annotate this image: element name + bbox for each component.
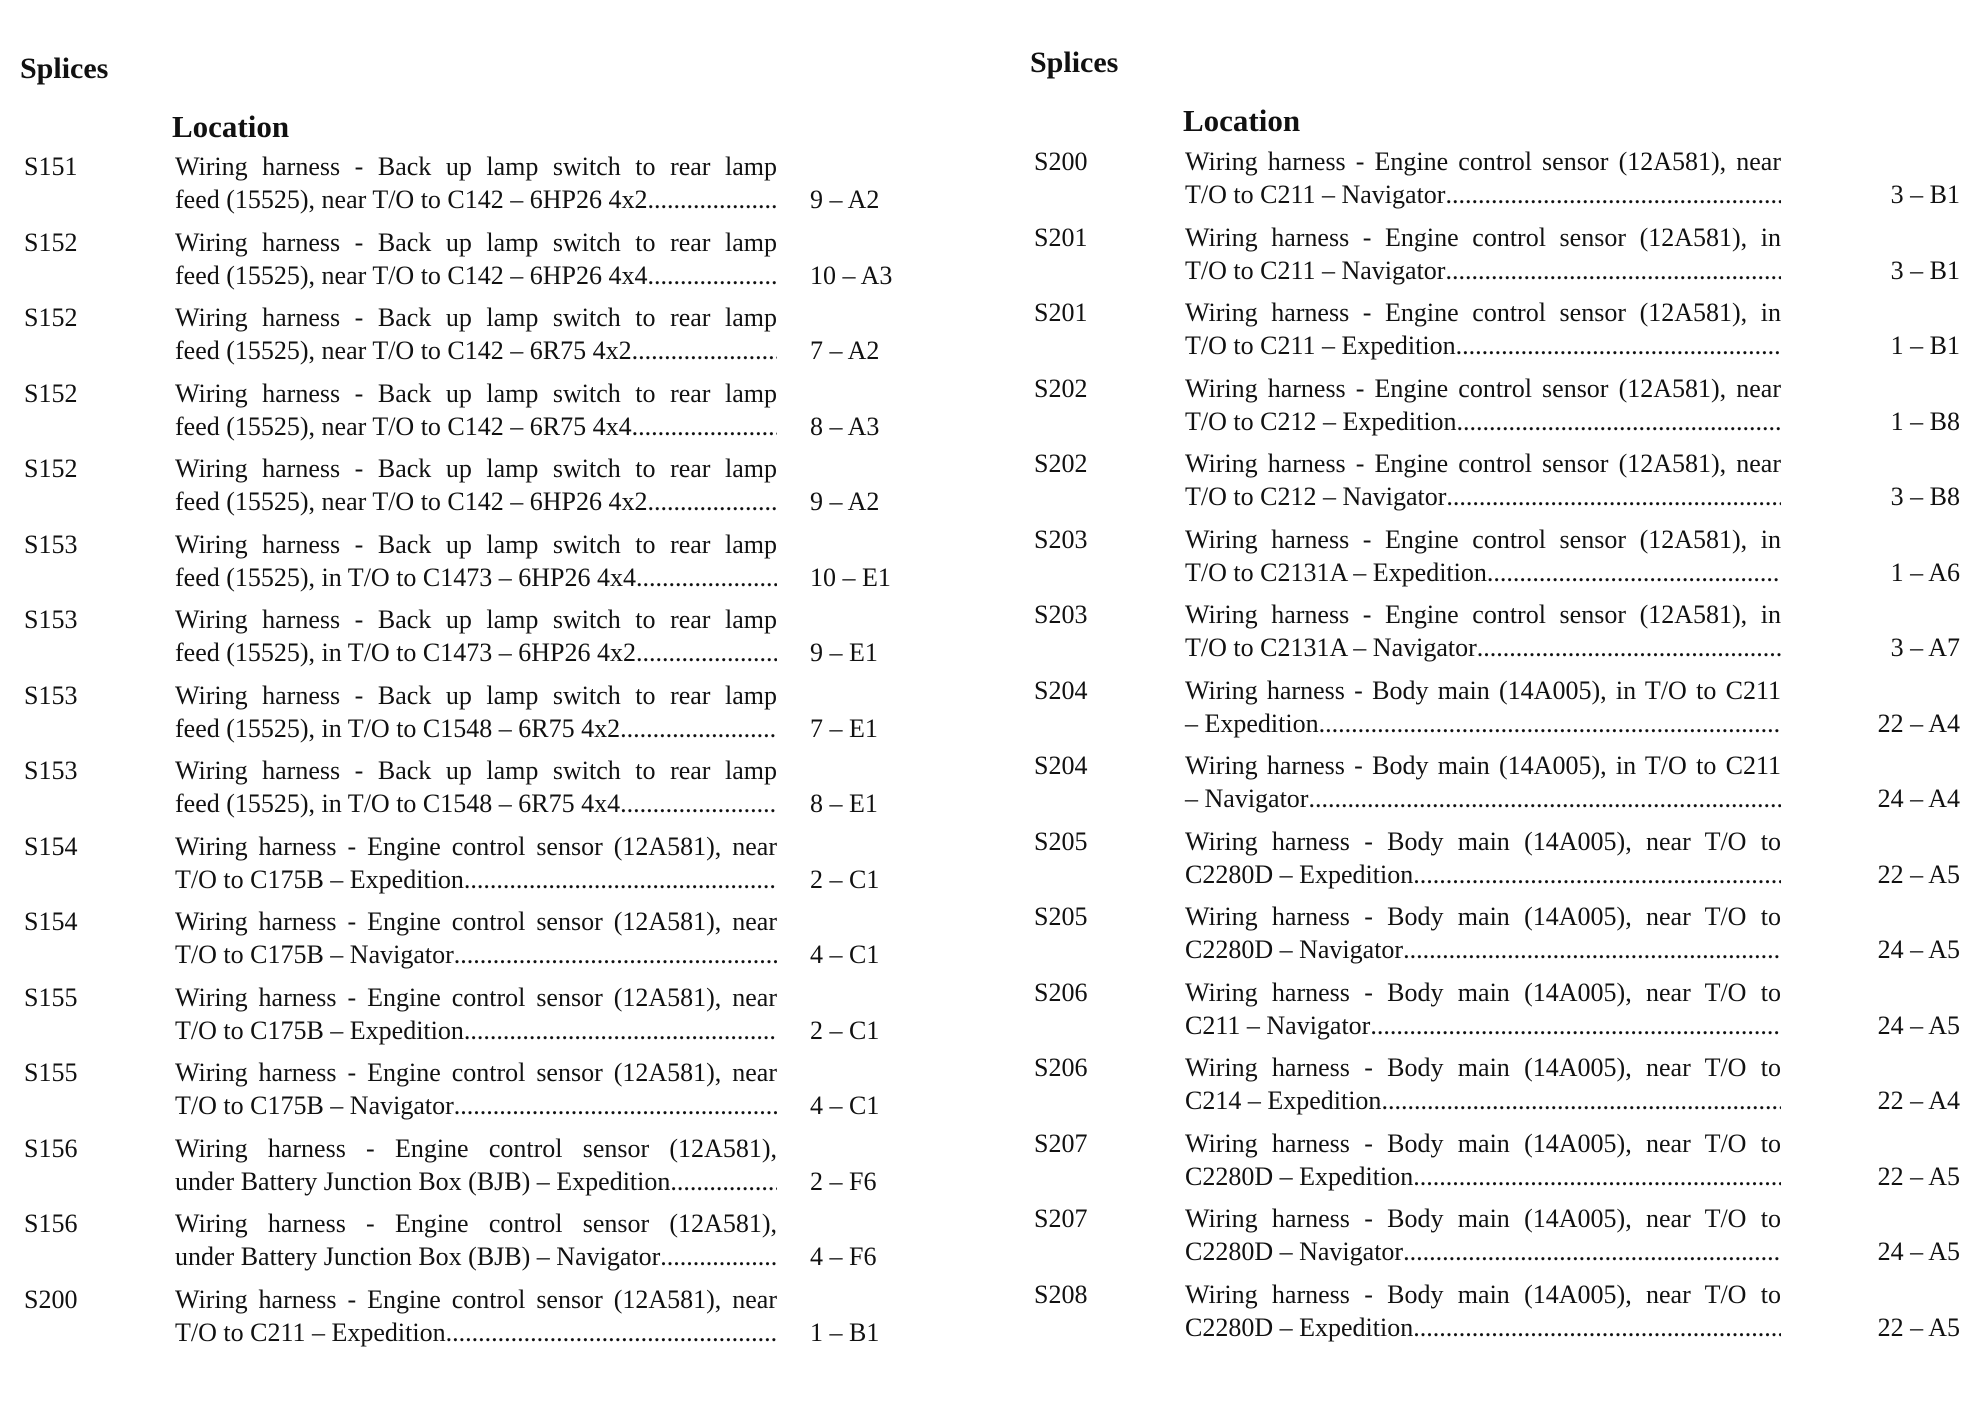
splice-code: S206 [1034,1053,1088,1082]
splice-location [1185,523,1781,589]
splice-location [175,754,777,820]
splice-location [1185,674,1781,740]
location-line-1: Wiring harness - Engine control sensor (12A581), near [175,1284,777,1314]
grid-reference: 4 – F6 [810,1242,877,1271]
location-line-1: Wiring harness - Body main (14A005), near T/O to [1185,977,1781,1007]
dot-leader [1403,933,1781,966]
dot-leader [620,712,777,745]
grid-reference: 24 – A5 [1877,935,1960,964]
splice-location [1185,221,1781,287]
splice-code: S154 [24,831,78,861]
location-line-2: – Expedition [1185,708,1319,738]
grid-reference: 22 – A4 [1877,1086,1960,1115]
location-line-1: Wiring harness - Body main (14A005), near T/O to [1185,1204,1781,1233]
location-line-2: T/O to C175B – Navigator [175,1091,454,1120]
location-line-1: Wiring harness - Back up lamp switch to rear lamp [175,152,777,181]
grid-reference: 22 – A5 [1877,859,1960,889]
location-line-2: T/O to C175B – Navigator [175,940,454,969]
location-line-1: Wiring harness - Back up lamp switch to rear lamp [175,756,777,785]
splice-code: S202 [1034,449,1088,478]
grid-reference: 9 – A2 [810,487,880,516]
splice-location [1185,296,1781,362]
location-line-2-wrap [175,561,777,594]
splice-code: S200 [1034,147,1088,176]
splice-location [1185,1278,1781,1344]
location-line-2-wrap [1185,1160,1781,1193]
location-line-2: – Navigator [1185,784,1309,813]
grid-reference: 10 – E1 [810,562,891,592]
dot-leader [648,183,777,216]
location-line-1: Wiring harness - Back up lamp switch to rear lamp [175,680,777,710]
location-line-1: Wiring harness - Engine control sensor (12A581), in [1185,298,1781,327]
location-line-1: Wiring harness - Engine control sensor (12A581), in [1185,524,1781,554]
dot-leader [1413,1311,1781,1344]
location-line-2-wrap [175,485,777,518]
grid-reference: 22 – A4 [1877,708,1960,738]
splice-location [1185,1127,1781,1193]
dot-leader [1381,1084,1781,1117]
location-line-1: Wiring harness - Engine control sensor (12A581), [175,1133,777,1163]
location-line-2: T/O to C2131A – Expedition [1185,557,1487,587]
location-line-2-wrap [1185,782,1781,815]
location-line-2-wrap [175,787,777,820]
splice-location [175,452,777,518]
grid-reference: 4 – C1 [810,940,880,969]
splice-location [1185,1051,1781,1117]
location-header: Location [172,109,290,144]
dot-leader [636,636,777,669]
location-line-2: T/O to C2131A – Navigator [1185,633,1477,662]
splice-location [175,905,777,971]
splice-code: S201 [1034,298,1088,327]
grid-reference: 2 – F6 [810,1166,877,1196]
splice-code: S156 [24,1133,78,1163]
dot-leader [1308,782,1781,815]
location-line-2: T/O to C175B – Expedition [175,1015,464,1045]
dot-leader [1413,1160,1781,1193]
dot-leader [464,1014,777,1047]
dot-leader [632,410,777,443]
location-line-1: Wiring harness - Back up lamp switch to rear lamp [175,454,777,483]
location-line-2-wrap [1185,858,1781,891]
splice-location [1185,598,1781,664]
splice-code: S151 [24,152,78,181]
splice-code: S153 [24,529,78,559]
section-title: Splices [1030,46,1119,79]
dot-leader [1456,329,1781,362]
location-line-2-wrap [1185,1084,1781,1117]
dot-leader [648,485,777,518]
location-line-2: under Battery Junction Box (BJB) – Navigator [175,1242,661,1271]
location-line-1: Wiring harness - Back up lamp switch to rear lamp [175,303,777,332]
splice-code: S207 [1034,1204,1088,1233]
location-line-1: Wiring harness - Back up lamp switch to rear lamp [175,227,777,257]
location-line-2: feed (15525), near T/O to C142 – 6R75 4x2 [175,336,632,365]
location-line-1: Wiring harness - Engine control sensor (12A581), near [175,1058,777,1087]
location-line-2: C214 – Expedition [1185,1086,1382,1115]
splice-location [175,150,777,216]
dot-leader [446,1316,777,1349]
splice-location [175,301,777,367]
grid-reference: 22 – A5 [1877,1161,1960,1191]
location-line-2: T/O to C211 – Navigator [1185,255,1446,285]
location-line-2-wrap [175,1165,777,1198]
grid-reference: 3 – B8 [1890,482,1960,511]
dot-leader [1445,254,1781,287]
location-line-2-wrap [1185,707,1781,740]
dot-leader [464,863,777,896]
grid-reference: 3 – B1 [1890,255,1960,285]
splice-location [1185,372,1781,438]
splice-location [1185,1202,1781,1268]
location-line-2: T/O to C211 – Expedition [175,1317,446,1347]
location-line-2-wrap [1185,1235,1781,1268]
location-line-2-wrap [1185,480,1781,513]
location-line-2: C2280D – Expedition [1185,859,1414,889]
location-line-1: Wiring harness - Back up lamp switch to rear lamp [175,378,777,408]
location-line-2: C2280D – Expedition [1185,1312,1414,1342]
grid-reference: 4 – C1 [810,1091,880,1120]
dot-leader [1445,178,1781,211]
location-line-2-wrap [1185,933,1781,966]
grid-reference: 1 – A6 [1890,557,1960,587]
grid-reference: 8 – A3 [810,411,880,441]
splice-location [1185,976,1781,1042]
location-line-2-wrap [175,712,777,745]
location-line-2: C2280D – Navigator [1185,935,1404,964]
grid-reference: 24 – A4 [1877,784,1960,813]
location-line-2-wrap [1185,329,1781,362]
grid-reference: 10 – A3 [810,260,893,290]
splice-code: S154 [24,907,78,936]
grid-reference: 24 – A5 [1877,1237,1960,1266]
grid-reference: 3 – B1 [1890,180,1960,209]
dot-leader [636,561,777,594]
location-header: Location [1183,103,1301,138]
splice-code: S156 [24,1209,78,1238]
dot-leader [1457,405,1781,438]
location-line-1: Wiring harness - Body main (14A005), near T/O to [1185,1279,1781,1309]
location-line-2: feed (15525), near T/O to C142 – 6HP26 4x4 [175,260,648,290]
grid-reference: 1 – B1 [1890,331,1960,360]
dot-leader [1446,480,1781,513]
grid-reference: 7 – E1 [810,713,878,743]
splice-code: S202 [1034,373,1088,403]
splice-location [1185,447,1781,513]
location-line-2-wrap [175,1014,777,1047]
splice-location [175,1283,777,1349]
location-line-2-wrap [1185,1009,1781,1042]
location-line-1: Wiring harness - Engine control sensor (12A581), near [175,982,777,1012]
location-line-2: feed (15525), near T/O to C142 – 6HP26 4x2 [175,185,648,214]
splice-location [175,377,777,443]
splice-location [1185,749,1781,815]
location-line-2: feed (15525), in T/O to C1548 – 6R75 4x2 [175,713,621,743]
location-line-2: T/O to C212 – Navigator [1185,482,1447,511]
splice-code: S204 [1034,675,1088,705]
dot-leader [1477,631,1781,664]
splice-code: S201 [1034,222,1088,252]
location-line-2-wrap [1185,178,1781,211]
splice-code: S152 [24,378,78,408]
location-line-1: Wiring harness - Body main (14A005), near T/O to [1185,902,1781,931]
grid-reference: 7 – A2 [810,336,880,365]
location-line-1: Wiring harness - Engine control sensor (12A581), near [175,831,777,861]
location-line-2: T/O to C211 – Navigator [1185,180,1446,209]
location-line-2: T/O to C211 – Expedition [1185,331,1456,360]
location-line-2-wrap [1185,405,1781,438]
splice-code: S155 [24,1058,78,1087]
location-line-2-wrap [1185,1311,1781,1344]
location-line-1: Wiring harness - Body main (14A005), in T/O to C211 [1185,751,1781,780]
grid-reference: 22 – A5 [1877,1312,1960,1342]
splice-location [1185,145,1781,211]
location-line-1: Wiring harness - Body main (14A005), in T/O to C211 [1185,675,1781,705]
location-line-2: feed (15525), in T/O to C1473 – 6HP26 4x2 [175,638,636,667]
location-line-2-wrap [1185,631,1781,664]
splice-code: S205 [1034,902,1088,931]
splice-code: S205 [1034,826,1088,856]
splice-code: S152 [24,227,78,257]
splice-code: S203 [1034,524,1088,554]
location-line-1: Wiring harness - Body main (14A005), near T/O to [1185,1128,1781,1158]
location-line-2-wrap [175,334,777,367]
splice-code: S204 [1034,751,1088,780]
splice-code: S203 [1034,600,1088,629]
splice-location [1185,825,1781,891]
grid-reference: 24 – A5 [1877,1010,1960,1040]
splice-code: S152 [24,303,78,332]
location-line-2: feed (15525), in T/O to C1548 – 6R75 4x4 [175,789,621,818]
location-line-1: Wiring harness - Back up lamp switch to rear lamp [175,529,777,559]
dot-leader [632,334,777,367]
location-line-1: Wiring harness - Engine control sensor (12A581), [175,1209,777,1238]
splice-location [175,603,777,669]
location-line-2: feed (15525), near T/O to C142 – 6R75 4x4 [175,411,632,441]
splice-code: S153 [24,605,78,634]
location-line-1: Wiring harness - Engine control sensor (12A581), in [1185,222,1781,252]
splice-code: S207 [1034,1128,1088,1158]
location-line-1: Wiring harness - Engine control sensor (12A581), in [1185,600,1781,629]
splice-code: S200 [24,1284,78,1314]
location-line-2-wrap [175,1240,777,1273]
location-line-1: Wiring harness - Engine control sensor (12A581), near [175,907,777,936]
grid-reference: 8 – E1 [810,789,878,818]
splice-location [175,1132,777,1198]
splice-location [175,679,777,745]
location-line-2: feed (15525), in T/O to C1473 – 6HP26 4x4 [175,562,636,592]
location-line-2: under Battery Junction Box (BJB) – Expedition [175,1166,671,1196]
grid-reference: 9 – A2 [810,185,880,214]
dot-leader [1487,556,1781,589]
splice-code: S153 [24,680,78,710]
dot-leader [620,787,777,820]
location-line-2: C211 – Navigator [1185,1010,1371,1040]
location-line-2: C2280D – Navigator [1185,1237,1404,1266]
splice-location [175,226,777,292]
dot-leader [670,1165,777,1198]
location-line-1: Wiring harness - Engine control sensor (12A581), near [1185,147,1781,176]
location-line-1: Wiring harness - Body main (14A005), near T/O to [1185,826,1781,856]
splice-code: S206 [1034,977,1088,1007]
grid-reference: 2 – C1 [810,864,880,894]
dot-leader [1319,707,1781,740]
splice-code: S208 [1034,1279,1088,1309]
grid-reference: 1 – B1 [810,1317,880,1347]
grid-reference: 1 – B8 [1890,406,1960,436]
splice-code: S152 [24,454,78,483]
location-line-1: Wiring harness - Engine control sensor (12A581), near [1185,373,1781,403]
location-line-2: feed (15525), near T/O to C142 – 6HP26 4x2 [175,487,648,516]
splice-location [175,1207,777,1273]
splice-location [175,528,777,594]
dot-leader [454,938,777,971]
location-line-2-wrap [175,1316,777,1349]
dot-leader [648,259,777,292]
splice-location [175,830,777,896]
dot-leader [660,1240,777,1273]
location-line-2-wrap [175,938,777,971]
location-line-2-wrap [175,259,777,292]
dot-leader [1370,1009,1781,1042]
location-line-2-wrap [175,1089,777,1122]
section-title: Splices [20,52,109,85]
splice-code: S153 [24,756,78,785]
splice-location [175,981,777,1047]
dot-leader [454,1089,777,1122]
location-line-2-wrap [1185,254,1781,287]
grid-reference: 9 – E1 [810,638,878,667]
location-line-2-wrap [175,410,777,443]
grid-reference: 3 – A7 [1890,633,1960,662]
location-line-1: Wiring harness - Engine control sensor (12A581), near [1185,449,1781,478]
location-line-1: Wiring harness - Body main (14A005), near T/O to [1185,1053,1781,1082]
location-line-2-wrap [175,636,777,669]
dot-leader [1403,1235,1781,1268]
location-line-2: T/O to C212 – Expedition [1185,406,1457,436]
splice-code: S155 [24,982,78,1012]
dot-leader [1413,858,1781,891]
splice-location [175,1056,777,1122]
location-line-2-wrap [1185,556,1781,589]
splice-location [1185,900,1781,966]
location-line-2-wrap [175,183,777,216]
location-line-2: C2280D – Expedition [1185,1161,1414,1191]
location-line-2-wrap [175,863,777,896]
location-line-1: Wiring harness - Back up lamp switch to rear lamp [175,605,777,634]
location-line-2: T/O to C175B – Expedition [175,864,464,894]
grid-reference: 2 – C1 [810,1015,880,1045]
